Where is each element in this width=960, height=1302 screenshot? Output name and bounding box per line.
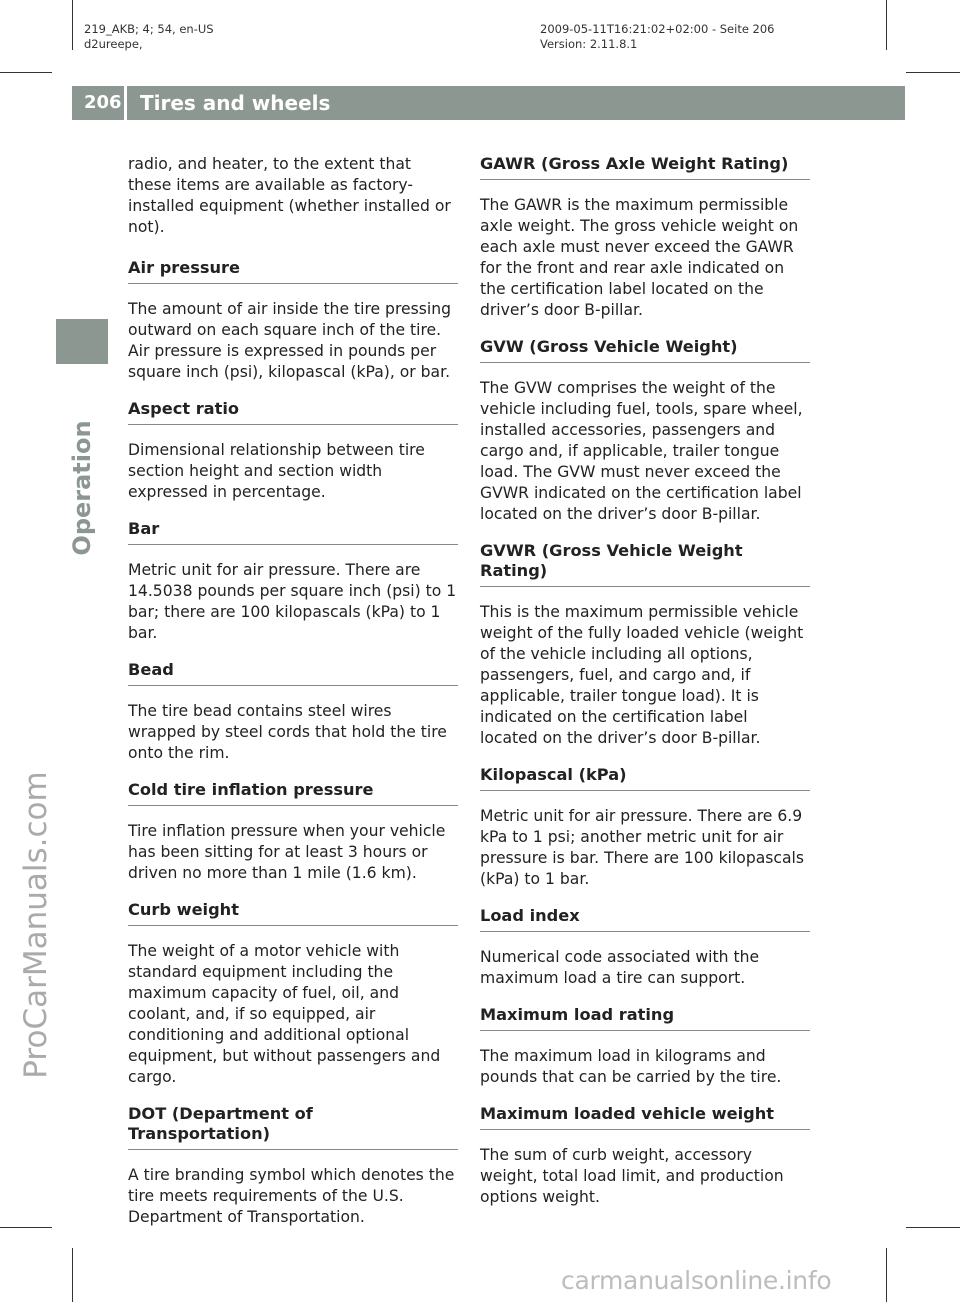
print-meta-right-line2: Version: 2.11.8.1	[540, 37, 638, 51]
crop-mark-top-right-horizontal	[906, 72, 960, 73]
term-definition: Numerical code associated with the maximum load a tire can support.	[480, 948, 760, 987]
term-heading: Aspect ratio	[128, 399, 458, 425]
term-definition: The tire bead contains steel wires wrapped by steel cords that hold the tire onto the rim.	[128, 702, 447, 762]
term-definition: The weight of a motor vehicle with standard equipment including the maximum capacity of fuel, oil, and coolant, and, if so equipped, air conditioning and additional optional equipment, but without passengers and cargo.	[128, 942, 441, 1086]
term-definition: The amount of air inside the tire pressing outward on each square inch of the tire. Air pressure is expressed in pounds per square inch (psi), kilopascal (kPa), or bar.	[128, 300, 451, 381]
term-heading: Bar	[128, 519, 458, 545]
term-heading: Load index	[480, 906, 810, 932]
left-column	[128, 154, 458, 1244]
term-heading: Maximum loaded vehicle weight	[480, 1104, 810, 1130]
term-definition: The GAWR is the maximum permissible axle weight. The gross vehicle weight on each axle must never exceed the GAWR for the front and rear axle indicated on the certification label located on the driver’s door B-pillar.	[480, 196, 799, 319]
term-heading: Cold tire inflation pressure	[128, 780, 458, 806]
term-definition: Dimensional relationship between tire section height and section width expressed in percentage.	[128, 441, 425, 501]
section-title: Tires and wheels	[127, 86, 905, 120]
print-meta-right-line1: 2009-05-11T16:21:02+02:00 - Seite 206	[540, 22, 775, 36]
side-section-label: Operation	[68, 420, 96, 556]
term-definition: A tire branding symbol which denotes the tire meets requirements of the U.S. Department of Transportation.	[128, 1166, 455, 1226]
term-heading: Kilopascal (kPa)	[480, 765, 810, 791]
term-definition: Metric unit for air pressure. There are 14.5038 pounds per square inch (psi) to 1 bar; there are 100 kilopascals (kPa) to 1 bar.	[128, 561, 457, 642]
term-heading: Bead	[128, 660, 458, 686]
print-meta-left-line2: d2ureepe,	[84, 37, 143, 51]
side-tab-marker	[56, 319, 108, 364]
term-definition: Tire inflation pressure when your vehicle has been sitting for at least 3 hours or driven no more than 1 mile (1.6 km).	[128, 822, 446, 882]
print-meta-left	[84, 22, 214, 52]
term-heading: Curb weight	[128, 900, 458, 926]
term-definition: The GVW comprises the weight of the vehicle including fuel, tools, spare wheel, installed accessories, passengers and cargo and, if applicable, trailer tongue load. The GVW must never exceed the GVWR indicated on the certification label located on the driver’s door B-pillar.	[480, 379, 803, 523]
intro-paragraph: radio, and heater, to the extent that these items are available as factory-installed equipment (whether installed or not).	[128, 155, 451, 236]
crop-mark-bottom-right-horizontal	[906, 1227, 960, 1228]
crop-mark-bottom-left-horizontal	[0, 1227, 52, 1228]
term-heading: DOT (Department of Transportation)	[128, 1104, 458, 1150]
term-definition: The maximum load in kilograms and pounds that can be carried by the tire.	[480, 1047, 782, 1086]
crop-mark-top-left-vertical	[72, 0, 73, 50]
crop-mark-bottom-right-vertical	[886, 1248, 887, 1302]
term-heading: Air pressure	[128, 258, 458, 284]
term-heading: Maximum load rating	[480, 1005, 810, 1031]
right-column	[480, 154, 810, 1224]
crop-mark-top-left-horizontal	[0, 72, 52, 73]
term-heading: GAWR (Gross Axle Weight Rating)	[480, 154, 810, 180]
term-definition: The sum of curb weight, accessory weight, total load limit, and production options weight.	[480, 1146, 784, 1206]
print-meta-right	[540, 22, 775, 52]
term-heading: GVWR (Gross Vehicle Weight Rating)	[480, 541, 810, 587]
term-definition: This is the maximum permissible vehicle weight of the fully loaded vehicle (weight of the vehicle including all options, passengers, fuel, and cargo and, if applicable, trailer tongue load). It is indicated on the certification label located on the driver’s door B-pillar.	[480, 603, 804, 747]
bottom-watermark: carmanualsonline.info	[561, 1266, 832, 1295]
term-definition: Metric unit for air pressure. There are 6.9 kPa to 1 psi; another metric unit for air pressure is bar. There are 100 kilopascals (kPa) to 1 bar.	[480, 807, 804, 888]
term-heading: GVW (Gross Vehicle Weight)	[480, 337, 810, 363]
page-number: 206	[72, 86, 124, 120]
side-watermark: ProCarManuals.com	[18, 771, 54, 1079]
crop-mark-bottom-left-vertical	[72, 1248, 73, 1302]
print-meta-left-line1: 219_AKB; 4; 54, en-US	[84, 22, 214, 36]
crop-mark-top-right-vertical	[886, 0, 887, 50]
